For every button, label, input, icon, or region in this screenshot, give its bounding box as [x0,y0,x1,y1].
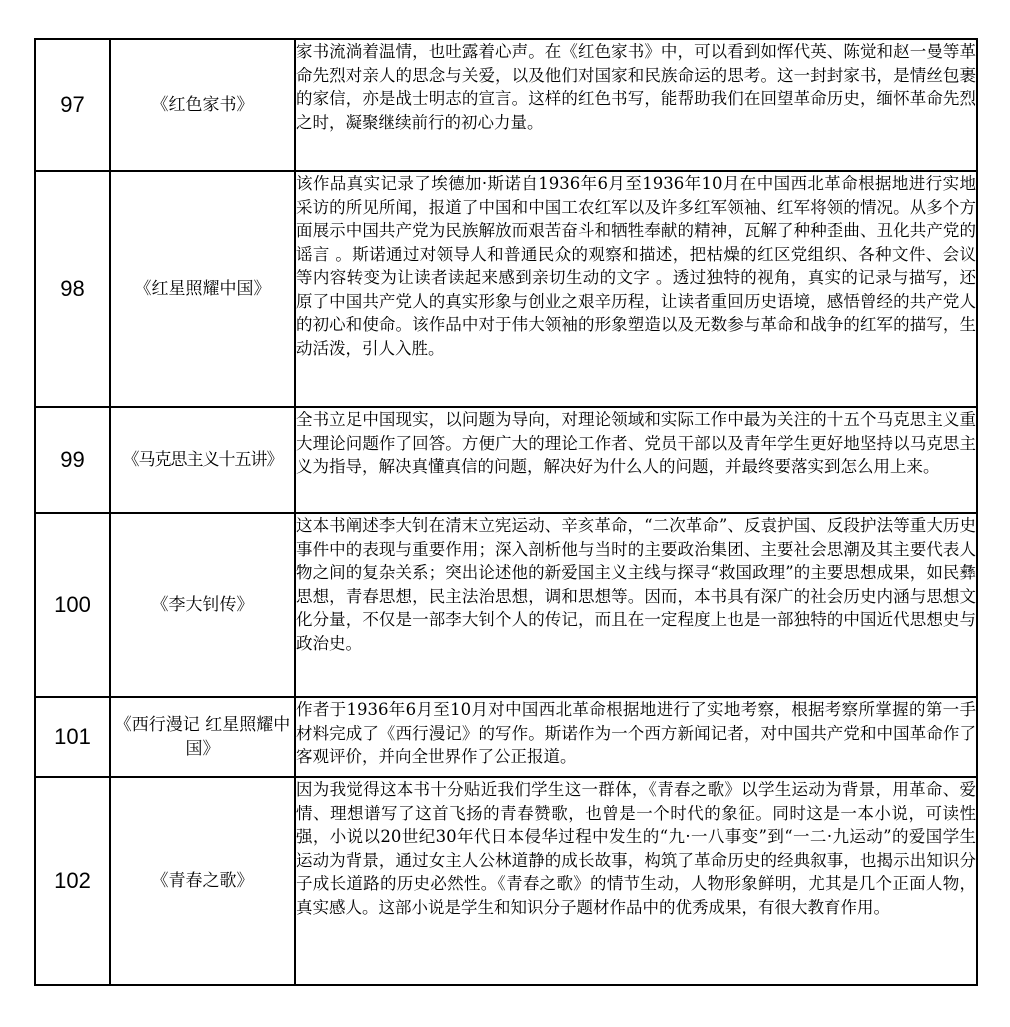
table-row [35,171,977,407]
book-description: 作者于1936年6月至10月对中国西北革命根据地进行了实地考察，根据考察所掌握的第一手材料完成了《西行漫记》的写作。斯诺作为一个西方新闻记者，对中国共产党和中国革命作了客观评价，并向全世界作了公正报道。 [295,697,977,777]
book-description: 因为我觉得这本书十分贴近我们学生这一群体，《青春之歌》以学生运动为背景，用革命、爱情、理想谱写了这首飞扬的青春赞歌，也曾是一个时代的象征。同时这是一本小说，可读性强，小说以20世纪30年代日本侵华过程中发生的“九·一八事变”到“一二·九运动”的爱国学生运动为背景，通过女主人公林道静的成长故事，构筑了革命历史的经典叙事，也揭示出知识分子成长道路的历史必然性。《青春之歌》的情节生动，人物形象鲜明，尤其是几个正面人物，真实感人。这部小说是学生和知识分子题材作品中的优秀成果，有很大教育作用。 [295,777,977,985]
book-description: 这本书阐述李大钊在清末立宪运动、辛亥革命，“二次革命”、反袁护国、反段护法等重大历史事件中的表现与重要作用；深入剖析他与当时的主要政治集团、主要社会思潮及其主要代表人物之间的复杂关系；突出论述他的新爱国主义主线与探寻“救国政理”的主要思想成果，如民彝思想，青春思想，民主法治思想，调和思想等。因而，本书具有深广的社会历史内涵与思想文化分量，不仅是一部李大钊个人的传记，而且在一定程度上也是一部独特的中国近代思想史与政治史。 [295,513,977,697]
row-number: 101 [35,697,110,777]
row-number: 97 [35,39,110,171]
book-title: 《西行漫记 红星照耀中国》 [110,697,295,777]
book-title: 《红星照耀中国》 [110,171,295,407]
table-row [35,513,977,697]
table-row [35,39,977,171]
book-title: 《红色家书》 [110,39,295,171]
table-row [35,777,977,985]
row-number: 100 [35,513,110,697]
book-description: 全书立足中国现实，以问题为导向，对理论领域和实际工作中最为关注的十五个马克思主义重大理论问题作了回答。方便广大的理论工作者、党员干部以及青年学生更好地坚持以马克思主义为指导，解决真懂真信的问题，解决好为什么人的问题，并最终要落实到怎么用上来。 [295,407,977,513]
row-number: 102 [35,777,110,985]
row-number: 99 [35,407,110,513]
book-title: 《李大钊传》 [110,513,295,697]
book-list-table [34,38,978,986]
book-title: 《马克思主义十五讲》 [110,407,295,513]
table-row [35,407,977,513]
row-number: 98 [35,171,110,407]
table-row [35,697,977,777]
book-description: 家书流淌着温情，也吐露着心声。在《红色家书》中，可以看到如恽代英、陈觉和赵一曼等革命先烈对亲人的思念与关爱，以及他们对国家和民族命运的思考。这一封封家书，是情丝包裹的家信，亦是战士明志的宣言。这样的红色书写，能帮助我们在回望革命历史，缅怀革命先烈之时，凝聚继续前行的初心力量。 [295,39,977,171]
book-title: 《青春之歌》 [110,777,295,985]
book-description: 该作品真实记录了埃德加·斯诺自1936年6月至1936年10月在中国西北革命根据地进行实地采访的所见所闻，报道了中国和中国工农红军以及许多红军领袖、红军将领的情况。从多个方面展示中国共产党为民族解放而艰苦奋斗和牺牲奉献的精神，瓦解了种种歪曲、丑化共产党的谣言 。斯诺通过对领导人和普通民众的观察和描述，把枯燥的红区党组织、各种文件、会议等内容转变为让读者读起来感到亲切生动的文字 。透过独特的视角，真实的记录与描写，还原了中国共产党人的真实形象与创业之艰辛历程，让读者重回历史语境，感悟曾经的共产党人的初心和使命。该作品中对于伟大领袖的形象塑造以及无数参与革命和战争的红军的描写，生动活泼，引人入胜。 [295,171,977,407]
